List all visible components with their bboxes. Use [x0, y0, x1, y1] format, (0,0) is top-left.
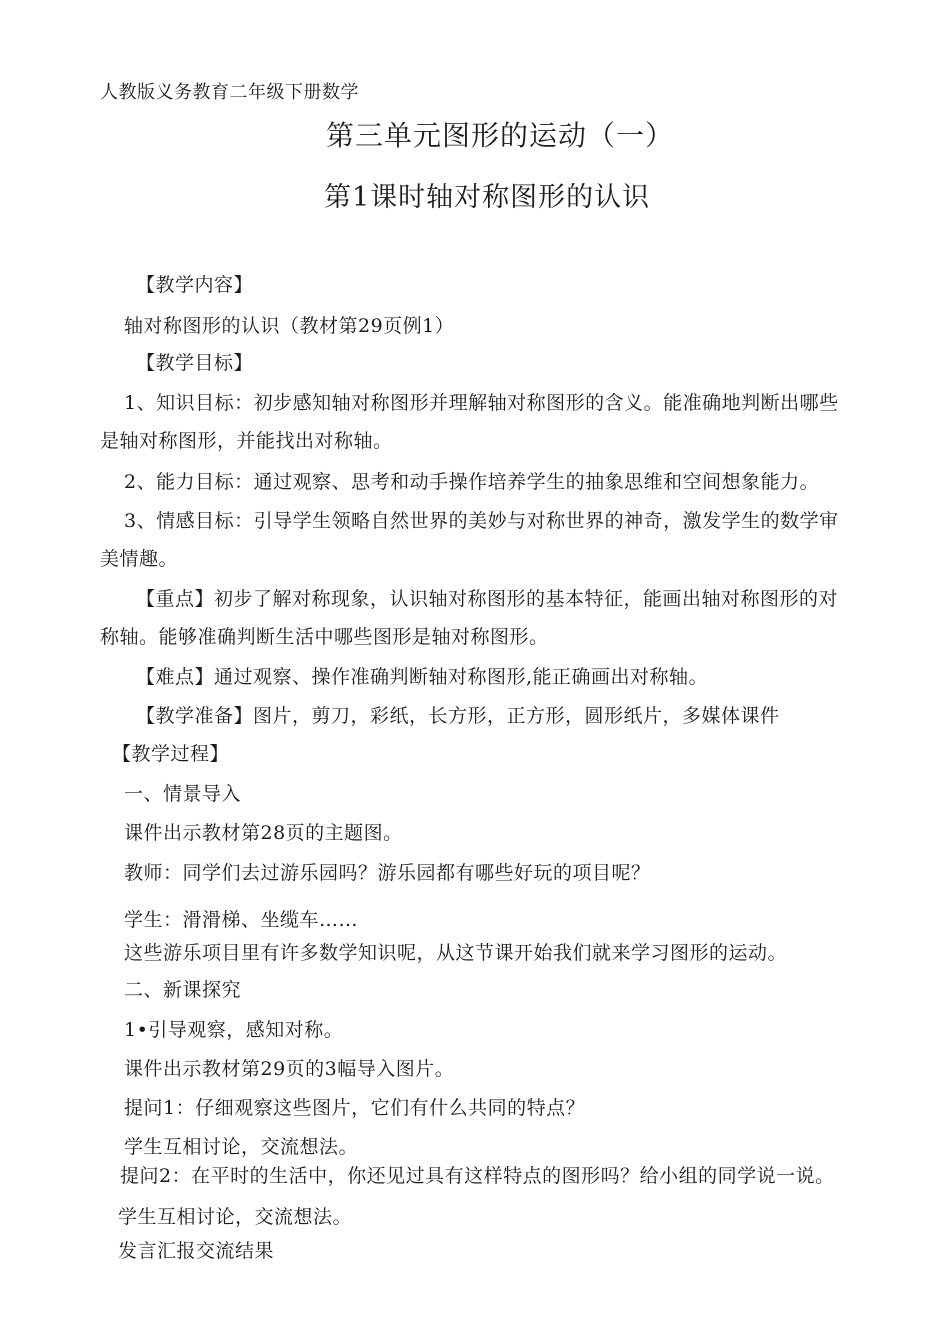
- section1-title: 一、情景导入: [124, 783, 242, 805]
- goal2: 2、能力目标：通过观察、思考和动手操作培养学生的抽象思维和空间想象能力。: [124, 471, 820, 493]
- goal3-line2: 美情趣。: [100, 548, 179, 570]
- section2-line1: 1•引导观察，感知对称。: [124, 1019, 344, 1041]
- content-text: 轴对称图形的认识（教材第29页例1）: [124, 315, 455, 337]
- lesson-title: 第1课时轴对称图形的认识: [324, 182, 651, 213]
- section2-line6: 学生互相讨论，交流想法。: [118, 1206, 353, 1228]
- content-heading: 【教学内容】: [136, 274, 254, 296]
- section2-line7: 发言汇报交流结果: [118, 1240, 275, 1262]
- difficulty: 【难点】通过观察、操作准确判断轴对称图形,能正确画出对称轴。: [136, 666, 709, 688]
- key-point-line2: 称轴。能够准确判断生活中哪些图形是轴对称图形。: [100, 626, 549, 648]
- goals-heading: 【教学目标】: [136, 352, 254, 374]
- section1-line2: 教师：同学们去过游乐园吗？游乐园都有哪些好玩的项目呢？: [124, 862, 651, 884]
- process-heading: 【教学过程】: [112, 743, 230, 765]
- goal3-line1: 3、情感目标：引导学生领略自然世界的美妙与对称世界的神奇，激发学生的数学审: [124, 510, 839, 532]
- textbook-note: 人教版义务教育二年级下册数学: [100, 82, 359, 103]
- section1-line1: 课件出示教材第28页的主题图。: [124, 822, 403, 844]
- key-point-line1: 【重点】初步了解对称现象，认识轴对称图形的基本特征，能画出轴对称图形的对: [136, 588, 839, 610]
- section2-line2: 课件出示教材第29页的3幅导入图片。: [124, 1058, 455, 1080]
- goal1-line1: 1、知识目标：初步感知轴对称图形并理解轴对称图形的含义。能准确地判断出哪些: [124, 392, 839, 414]
- teaching-prep: 【教学准备】图片，剪刀，彩纸，长方形，正方形，圆形纸片，多媒体课件: [136, 705, 780, 727]
- unit-title: 第三单元图形的运动（一）: [326, 119, 675, 152]
- section2-line5: 提问2：在平时的生活中，你还见过具有这样特点的图形吗？给小组的同学说一说。: [120, 1165, 835, 1187]
- section2-line3: 提问1：仔细观察这些图片，它们有什么共同的特点？: [124, 1097, 586, 1119]
- section2-title: 二、新课探究: [124, 979, 242, 1001]
- goal1-line2: 是轴对称图形，并能找出对称轴。: [100, 430, 393, 452]
- section1-line3: 学生：滑滑梯、坐缆车……: [124, 909, 359, 931]
- section1-line4: 这些游乐项目里有许多数学知识呢，从这节课开始我们就来学习图形的运动。: [124, 942, 788, 964]
- section2-line4: 学生互相讨论，交流想法。: [124, 1136, 359, 1158]
